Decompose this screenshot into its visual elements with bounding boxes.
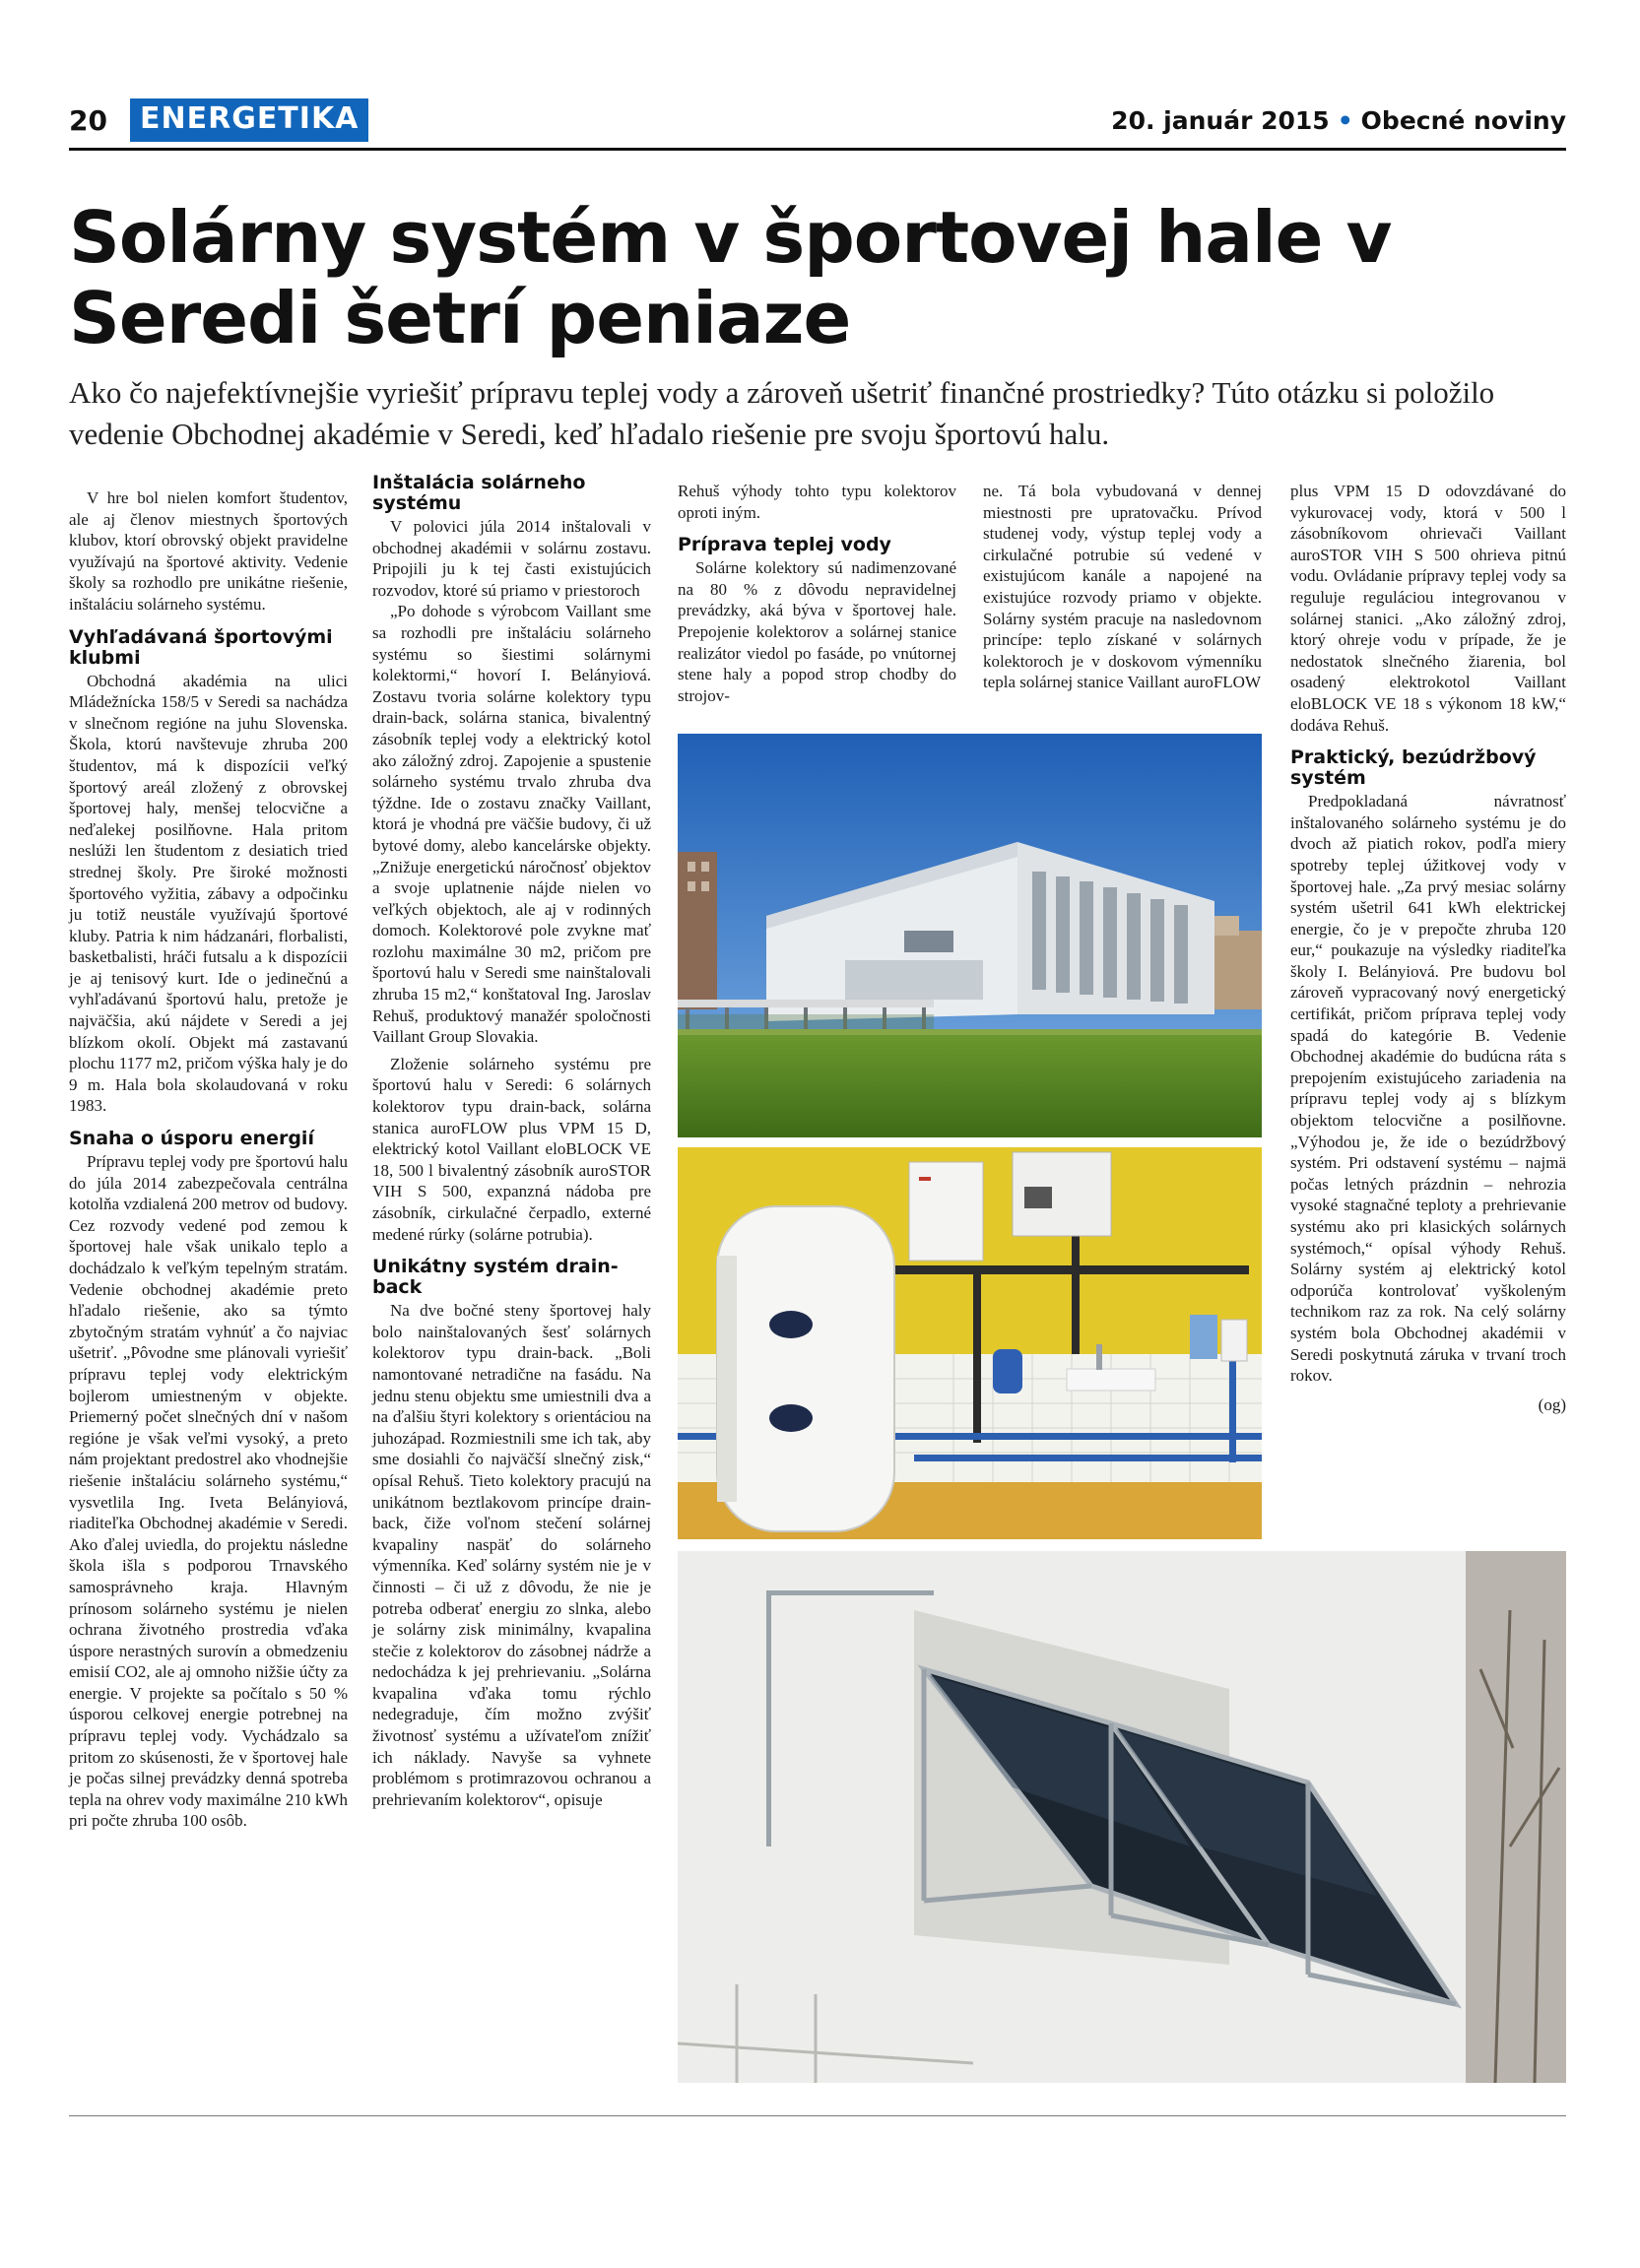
section-label: ENERGETIKA: [130, 98, 368, 142]
subheading: Praktický, bezúdržbový systém: [1290, 746, 1537, 790]
paragraph: Prípravu teplej vody pre športovú halu do júla 2014 zabezpečovala centrálna kotolňa vzdialená 200 metrov od budovy. Cez rozvody vedené pod zemou k športovej hale však unikalo teplo a dochádzalo k veľkým tepelným stratám. Vedenie obchodnej akadémie preto hľadalo riešenie, ako sa týmto zbytočným stratám vyhnúť a čo najviac ušetriť. „Pôvodne sme plánovali vyriešiť prípravu teplej vody elektrickým bojlerom umiestneným v objekte. Priemerný počet slnečných dní v našom regióne je však veľmi vysoký, a preto nám projektant predostrel ako vhodnejšie riešenie inštaláciu solárneho systému,“ vysvetlila Ing. Iveta Belányiová, riaditeľka Obchodnej akadémie v Seredi. Ako ďalej uviedla, do projektu následne škola išla s podporou Trnavského samosprávneho kraja. Hlavným prínosom solárneho systému je nielen ochrana životného prostredia vďaka úspore nerastných surovín a obmedzeniu emisií CO2, ale aj omnoho nižšie účty za energie. V projekte sa počítalo s 50 % úsporou celkovej energie potrebnej na prípravu teplej vody. Vychádzalo sa pritom zo skúsenosti, že v športovej hale je počas silnej prevádzky denná spotreba tepla na ohrev vody maximálne 210 kWh pri počte zhruba 100 osôb.: [69, 1152, 348, 1831]
paragraph: V hre bol nielen komfort študentov, ale aj členov miestnych športových klubov, ktorí obrovský objekt pravidelne využívajú na športové aktivity. Vedenie školy sa rozhodlo pre unikátne riešenie, inštaláciu solárneho systému.: [69, 488, 348, 614]
header-rule: [69, 148, 1566, 151]
article-column-5: [1290, 481, 1566, 1415]
article-column-3: [678, 481, 956, 706]
issue-date: 20. január 2015: [1111, 106, 1330, 135]
article-lead: Ako čo najefektívnejšie vyriešiť prípravu teplej vody a zároveň ušetriť finančné prostriedky? Túto otázku si položilo vedenie Obchodnej akadémie v Seredi, keď hľadalo riešenie pre svoju športovú halu.: [69, 375, 1495, 451]
boiler-room-image: [678, 1147, 1262, 1539]
sports-hall-image: [678, 734, 1262, 1137]
paragraph: V polovici júla 2014 inštalovali v obchodnej akadémii v solárnu zostavu. Pripojili ju k tej časti existujúcich rozvodov, ktoré sú priamo v priestoroch: [372, 517, 651, 600]
paragraph: „Po dohode s výrobcom Vaillant sme sa rozhodli pre inštaláciu solárneho systému so šiestimi solárnymi kolektormi,“ hovorí I. Belányiová. Zostavu tvoria solárne kolektory typu drain-back, solárna stanica, bivalentný zásobník teplej vody a elektrický kotol ako záložný zdroj. Zapojenie a spustenie solárneho systému trvalo zhruba dva týždne. Ide o zostavu značky Vaillant, ktorá je vhodná pre väčšie budovy, či už bytové domy, alebo kancelárske objekty. „Znižuje energetickú náročnosť objektov a svoje uplatnenie nájde nielen vo veľkých objektoch, ale aj v rodinných domoch. Kolektorové pole zvykne mať rozlohu maximálne 30 m2, pričom pre športovú halu v Seredi sme nainštalovali zhruba 15 m2,“ konštatoval Ing. Jaroslav Rehuš, produktový manažér spoločnosti Vaillant Group Slovakia.: [372, 602, 651, 1047]
paragraph: Zloženie solárneho systému pre športovú halu v Seredi: 6 solárnych kolektorov typu drain-back, solárna stanica auroFLOW plus VPM 15 D, elektrický kotol Vaillant eloBLOCK VE 18, 500 l bivalentný zásobník auroSTOR VIH S 500, expanzná nádoba pre zásobník, cirkulačné čerpadlo, externé medené rúrky (solárne potrubia).: [372, 1054, 651, 1244]
paragraph: Solárne kolektory sú nadimenzované na 80 % z dôvodu nepravidelnej prevádzky, aká býva v športovej hale. Prepojenie kolektorov a solárnej stanice realizátor viedol po fasáde, po vnútornej stene haly a popod strop chodby do strojov-: [678, 558, 956, 705]
paragraph: Na dve bočné steny športovej haly bolo nainštalovaných šesť solárnych kolektorov typu drain-back. „Boli namontované netradične na fasádu. Na jednu stenu objektu sme umiestnili dva a na ďalšiu štyri kolektory s orientáciou na juhozápad. Rozmiestnili sme ich tak, aby sme dosiahli čo najväčší slnečný zisk,“ opísal Rehuš. Tieto kolektory pracujú na unikátnom beztlakovom princípe drain-back, čiže voľnom stečení solárnej kvapaliny naspäť do solárneho výmenníka. Keď solárny systém nie je v činnosti – či už z dôvodu, že nie je potreba odberať energiu zo slnka, alebo je solárny zisk minimálny, kvapalina stečie z kolektorov do zásobnej nádrže a nedochádza k jej prehrievaniu. „Solárna kvapalina vďaka tomu rýchlo nedegraduje, čím možno zvýšiť životnosť systému a užívateľom znížiť ich náklady. Navyše sa vyhnete problémom s protimrazovou ochranou a prehrievaním kolektorov“, opisuje: [372, 1301, 651, 1809]
solar-collectors-photo: [678, 1551, 1566, 2083]
separator-dot: •: [1337, 106, 1353, 135]
header-dateline: [1111, 106, 1566, 135]
subheading: Inštalácia solárneho systému: [372, 472, 586, 514]
page-number: 20: [69, 104, 107, 137]
boiler-room-photo: [678, 1147, 1262, 1539]
publication-name: Obecné noviny: [1360, 106, 1566, 135]
paragraph: Obchodná akadémia na ulici Mládežnícka 158/5 v Seredi sa nachádza v slnečnom regióne na juhu Slovenska. Škola, ktorú navštevuje zhruba 200 študentov, má k dispozícii veľký športový areál zložený z obrovskej športovej haly, menšej telocvične a neďalekej posilňovne. Hala pritom neslúži len študentom z desiatich tried strednej školy. Pre široké možnosti športového vyžitia, zábavy a odpočinku ju totiž neustále využívajú športové kluby. Patria k nim hádzanári, florbalisti, basketbalisti, hráči futsalu a k dispozícii je aj tenisový kurt. Ide o jedinečnú a vyhľadávanú športovú halu, pretože je najväčšia, akú nájdete v Seredi a jej blízkom okolí. Objekt má zastavanú plochu 1177 m2, pričom výška haly je do 9 m. Hala bola skolaudovaná v roku 1983.: [69, 671, 348, 1116]
paragraph: ne. Tá bola vybudovaná v dennej miestnosti pre upratovačku. Prívod studenej vody, výstup teplej vody a cirkulačné potrubie sú vedené v existujúcom kanále a napojené na existujúce rozvody priamo v objekte. Solárny systém pracuje na nasledovnom princípe: teplo získané v solárnych kolektoroch je v doskovom výmenníku tepla solárnej stanice Vaillant auroFLOW: [983, 482, 1262, 692]
article-column-4: [983, 481, 1262, 693]
subheading: Príprava teplej vody: [678, 534, 891, 556]
subheading: Unikátny systém drain-back: [372, 1256, 619, 1299]
article-column-1: [69, 487, 348, 1832]
solar-collectors-image: [678, 1551, 1566, 2083]
paragraph: plus VPM 15 D odovzdávané do vykurovacej vody, ktorá v 500 l zásobníkovom ohrievači Vaillant auroSTOR VIH S 500 ohrieva pitnú vodu. Ovládanie prípravy teplej vody sa reguluje reguláciou integrovanou v solárnej stanici. „Ako záložný zdroj, ktorý ohreje vodu v prípade, že je nedostatok slnečného žiarenia, bol osadený elektrokotol Vaillant eloBLOCK VE 18 s výkonom 18 kW,“ dodáva Rehuš.: [1290, 482, 1566, 735]
paragraph: Predpokladaná návratnosť inštalovaného solárneho systému je do dvoch až piatich rokov, podľa miery spotreby teplej úžitkovej vody v športovej hale. „Za prvý mesiac solárny systém ušetril 641 kWh elektrickej energie, čo je v prepočte zhruba 120 eur,“ poukazuje na výsledky riaditeľka školy I. Belányiová. Pre budovu bol zároveň vypracovaný nový energetický certifikát, pričom príprava teplej vody spadá do kategórie B. Vedenie Obchodnej akadémie do budúcna ráta s prepojením existujúceho zariadenia na prípravu teplej vody aj s blízkym objektom telocvične a posilňovne. „Výhodou je, že ide o bezúdržbový systém. Pri odstavení systému – najmä počas letných prázdnin – nehrozia vysoké stagnačné teploty a prehrievanie systému ako pri klasických solárnych systémoch,“ opísal výhody Rehuš. Solárny systém aj elektrický kotol odporúča kontrolovať vyškoleným technikom raz za rok. Na celý solárny systém bola Obchodnej akadémii v Seredi poskytnutá záruka v trvaní troch rokov.: [1290, 792, 1566, 1386]
article-headline: Solárny systém v športovej hale v Seredi šetrí peniaze: [69, 196, 1392, 359]
footer-rule: [69, 2115, 1566, 2116]
article-column-2: [372, 473, 651, 1810]
subheading: Snaha o úsporu energií: [69, 1128, 314, 1150]
sports-hall-photo: [678, 734, 1262, 1137]
author-signature: (og): [1538, 1394, 1566, 1414]
page-header: [69, 98, 1566, 146]
paragraph: Rehuš výhody tohto typu kolektorov oproti iným.: [678, 482, 956, 522]
subheading: Vyhľadávaná športovými klubmi: [69, 625, 333, 669]
